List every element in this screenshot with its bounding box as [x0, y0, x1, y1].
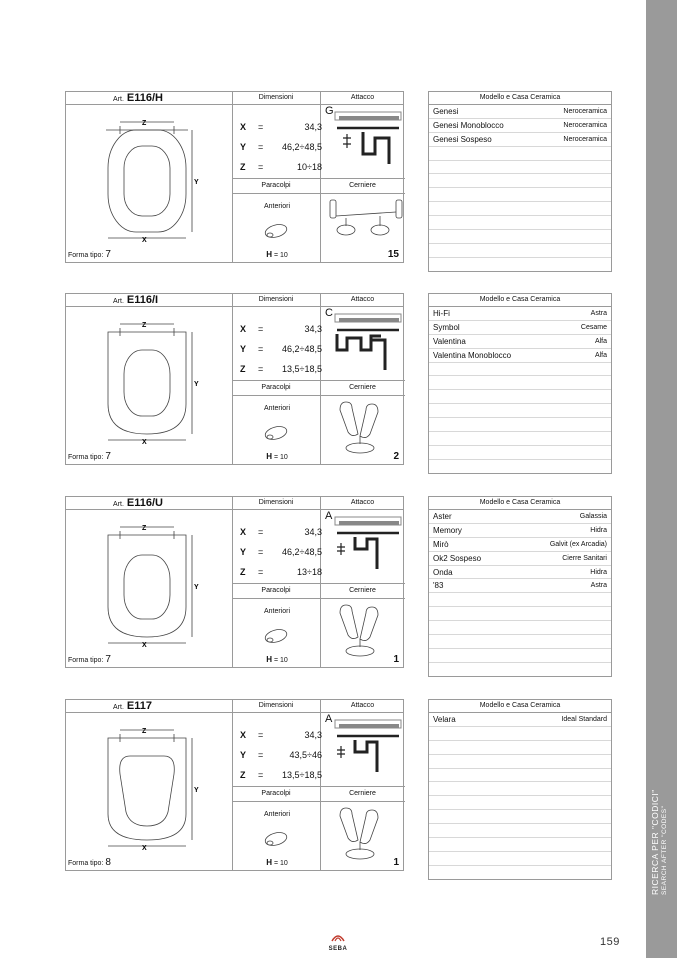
toilet-seat-outline-icon [96, 312, 216, 452]
forma-tipo: Forma tipo: 7 [68, 654, 111, 665]
model-row-empty [429, 852, 611, 866]
model-row: Mirò Galvit (ex Arcadia) [429, 538, 611, 552]
model-row-empty [429, 258, 611, 271]
model-row-empty [429, 404, 611, 418]
hinge-icon [324, 196, 404, 251]
attacco-letter: A [325, 510, 333, 522]
cerniere-header: Cerniere [349, 384, 376, 391]
model-row-empty [429, 649, 611, 663]
forma-tipo: Forma tipo: 7 [68, 451, 111, 462]
model-row-empty [429, 621, 611, 635]
product-block-e116u: Art. E116/U Dimensioni Attacco Z X Y X = 34,3 Y = 46,2÷48,5 Z = 13÷18 A Paracolpi Cerniere Anteriori H = 10 1 Forma tipo: 7 [65, 496, 404, 668]
model-row-empty [429, 838, 611, 852]
forma-tipo: Forma tipo: 8 [68, 857, 111, 868]
model-row-empty [429, 741, 611, 755]
anteriori-label: Anteriori [263, 811, 291, 818]
svg-text:X: X [142, 237, 147, 244]
hinge-number: 15 [387, 249, 399, 260]
forma-tipo: Forma tipo: 7 [68, 249, 111, 260]
svg-text:X: X [142, 439, 147, 446]
cerniere-header: Cerniere [349, 587, 376, 594]
sidebar-line-2: SEARCH AFTER "CODES" [661, 805, 668, 895]
h-value: H = 10 [266, 452, 288, 461]
model-row-empty [429, 769, 611, 783]
hinge-number: 1 [393, 857, 399, 868]
models-header: Modello e Casa Ceramica [429, 497, 611, 510]
models-header: Modello e Casa Ceramica [429, 92, 611, 105]
model-row: Genesi Neroceramica [429, 105, 611, 119]
toilet-seat-outline-icon [96, 718, 216, 858]
svg-text:Z: Z [142, 525, 147, 532]
sidebar-line-1: RICERCA PER "CODICI" [650, 789, 660, 895]
h-value: H = 10 [266, 655, 288, 664]
model-row-empty [429, 810, 611, 824]
model-row: Memory Hidra [429, 524, 611, 538]
model-row-empty [429, 390, 611, 404]
article-code: Art. E116/U [113, 497, 163, 509]
hinge-icon [332, 398, 392, 460]
model-row: Valentina Alfa [429, 335, 611, 349]
mounting-bracket-icon [333, 513, 403, 583]
h-value: H = 10 [266, 858, 288, 867]
model-row-empty [429, 161, 611, 175]
models-table-e117 [428, 699, 612, 880]
attacco-letter: A [325, 713, 333, 725]
model-row: Aster Galassia [429, 510, 611, 524]
logo-text: SEBA [328, 946, 348, 952]
article-code: Art. E116/H [113, 92, 163, 104]
attacco-header: Attacco [350, 499, 375, 506]
toilet-seat-outline-icon [96, 515, 216, 655]
svg-text:X: X [142, 642, 147, 649]
dimensioni-header: Dimensioni [258, 94, 294, 101]
product-block-e116h: Art. E116/H Dimensioni Attacco Z X Y X = 34,3 Y = 46,2÷48,5 Z = 10÷18 G Paracolpi Cerniere Anteriori H = 10 15 Forma tipo: 7 [65, 91, 404, 263]
cerniere-header: Cerniere [349, 790, 376, 797]
model-row-empty [429, 593, 611, 607]
models-table-e116h [428, 91, 612, 272]
model-row-empty [429, 755, 611, 769]
attacco-letter: G [325, 105, 334, 117]
model-row-empty [429, 796, 611, 810]
bumper-icon [262, 627, 292, 647]
svg-text:Y: Y [194, 787, 199, 794]
anteriori-label: Anteriori [263, 203, 291, 210]
attacco-header: Attacco [350, 702, 375, 709]
model-row-empty [429, 244, 611, 258]
bumper-icon [262, 222, 292, 242]
model-row: Genesi Monoblocco Neroceramica [429, 119, 611, 133]
dimensioni-header: Dimensioni [258, 499, 294, 506]
mounting-bracket-icon [333, 716, 403, 786]
model-row: Ok2 Sospeso Cierre Sanitari [429, 552, 611, 566]
bumper-icon [262, 830, 292, 850]
hinge-number: 2 [393, 451, 399, 462]
models-header: Modello e Casa Ceramica [429, 700, 611, 713]
models-header: Modello e Casa Ceramica [429, 294, 611, 307]
svg-text:X: X [142, 845, 147, 852]
paracolpi-header: Paracolpi [261, 587, 291, 594]
h-value: H = 10 [266, 250, 288, 259]
model-row-empty [429, 824, 611, 838]
model-row-empty [429, 418, 611, 432]
paracolpi-header: Paracolpi [261, 384, 291, 391]
model-row-empty [429, 216, 611, 230]
models-table-e116i [428, 293, 612, 474]
svg-text:Y: Y [194, 179, 199, 186]
model-row-empty [429, 147, 611, 161]
hinge-icon [332, 804, 392, 866]
dimensioni-header: Dimensioni [258, 702, 294, 709]
bumper-icon [262, 424, 292, 444]
model-row: '83 Astra [429, 579, 611, 593]
page-number: 159 [600, 936, 620, 948]
model-row: Velara Ideal Standard [429, 713, 611, 727]
model-row-empty [429, 635, 611, 649]
model-row: Hi-Fi Astra [429, 307, 611, 321]
svg-text:Z: Z [142, 120, 147, 127]
toilet-seat-outline-icon [96, 110, 216, 250]
model-row-empty [429, 202, 611, 216]
model-row-empty [429, 663, 611, 676]
anteriori-label: Anteriori [263, 608, 291, 615]
mounting-bracket-icon [333, 108, 403, 178]
seba-logo [318, 930, 358, 952]
svg-text:Y: Y [194, 584, 199, 591]
article-code: Art. E116/I [113, 294, 159, 306]
seba-logo-icon [330, 931, 346, 943]
model-row-empty [429, 188, 611, 202]
article-code: Art. E117 [113, 700, 152, 712]
hinge-icon [332, 601, 392, 663]
model-row-empty [429, 460, 611, 473]
model-row-empty [429, 432, 611, 446]
model-row: Onda Hidra [429, 566, 611, 580]
svg-text:Y: Y [194, 381, 199, 388]
model-row-empty [429, 376, 611, 390]
dimensioni-header: Dimensioni [258, 296, 294, 303]
attacco-header: Attacco [350, 296, 375, 303]
svg-text:Z: Z [142, 728, 147, 735]
product-block-e117: Art. E117 Dimensioni Attacco Z X Y X = 34,3 Y = 43,5÷46 Z = 13,5÷18,5 A Paracolpi Cerniere Anteriori H = 10 1 Forma tipo: 8 [65, 699, 404, 871]
model-row-empty [429, 230, 611, 244]
product-block-e116i: Art. E116/I Dimensioni Attacco Z X Y X = 34,3 Y = 46,2÷48,5 Z = 13,5÷18,5 C Paracolpi Cerniere Anteriori H = 10 2 Forma tipo: 7 [65, 293, 404, 465]
attacco-header: Attacco [350, 94, 375, 101]
model-row-empty [429, 782, 611, 796]
model-row-empty [429, 866, 611, 879]
model-row-empty [429, 607, 611, 621]
model-row: Valentina Monoblocco Alfa [429, 349, 611, 363]
hinge-number: 1 [393, 654, 399, 665]
paracolpi-header: Paracolpi [261, 182, 291, 189]
model-row: Genesi Sospeso Neroceramica [429, 133, 611, 147]
anteriori-label: Anteriori [263, 405, 291, 412]
model-row: Symbol Cesame [429, 321, 611, 335]
sidebar-title [650, 635, 670, 895]
model-row-empty [429, 727, 611, 741]
model-row-empty [429, 446, 611, 460]
models-table-e116u [428, 496, 612, 677]
model-row-empty [429, 363, 611, 377]
model-row-empty [429, 174, 611, 188]
cerniere-header: Cerniere [349, 182, 376, 189]
attacco-letter: C [325, 307, 333, 319]
mounting-bracket-icon [333, 310, 403, 380]
svg-text:Z: Z [142, 322, 147, 329]
paracolpi-header: Paracolpi [261, 790, 291, 797]
